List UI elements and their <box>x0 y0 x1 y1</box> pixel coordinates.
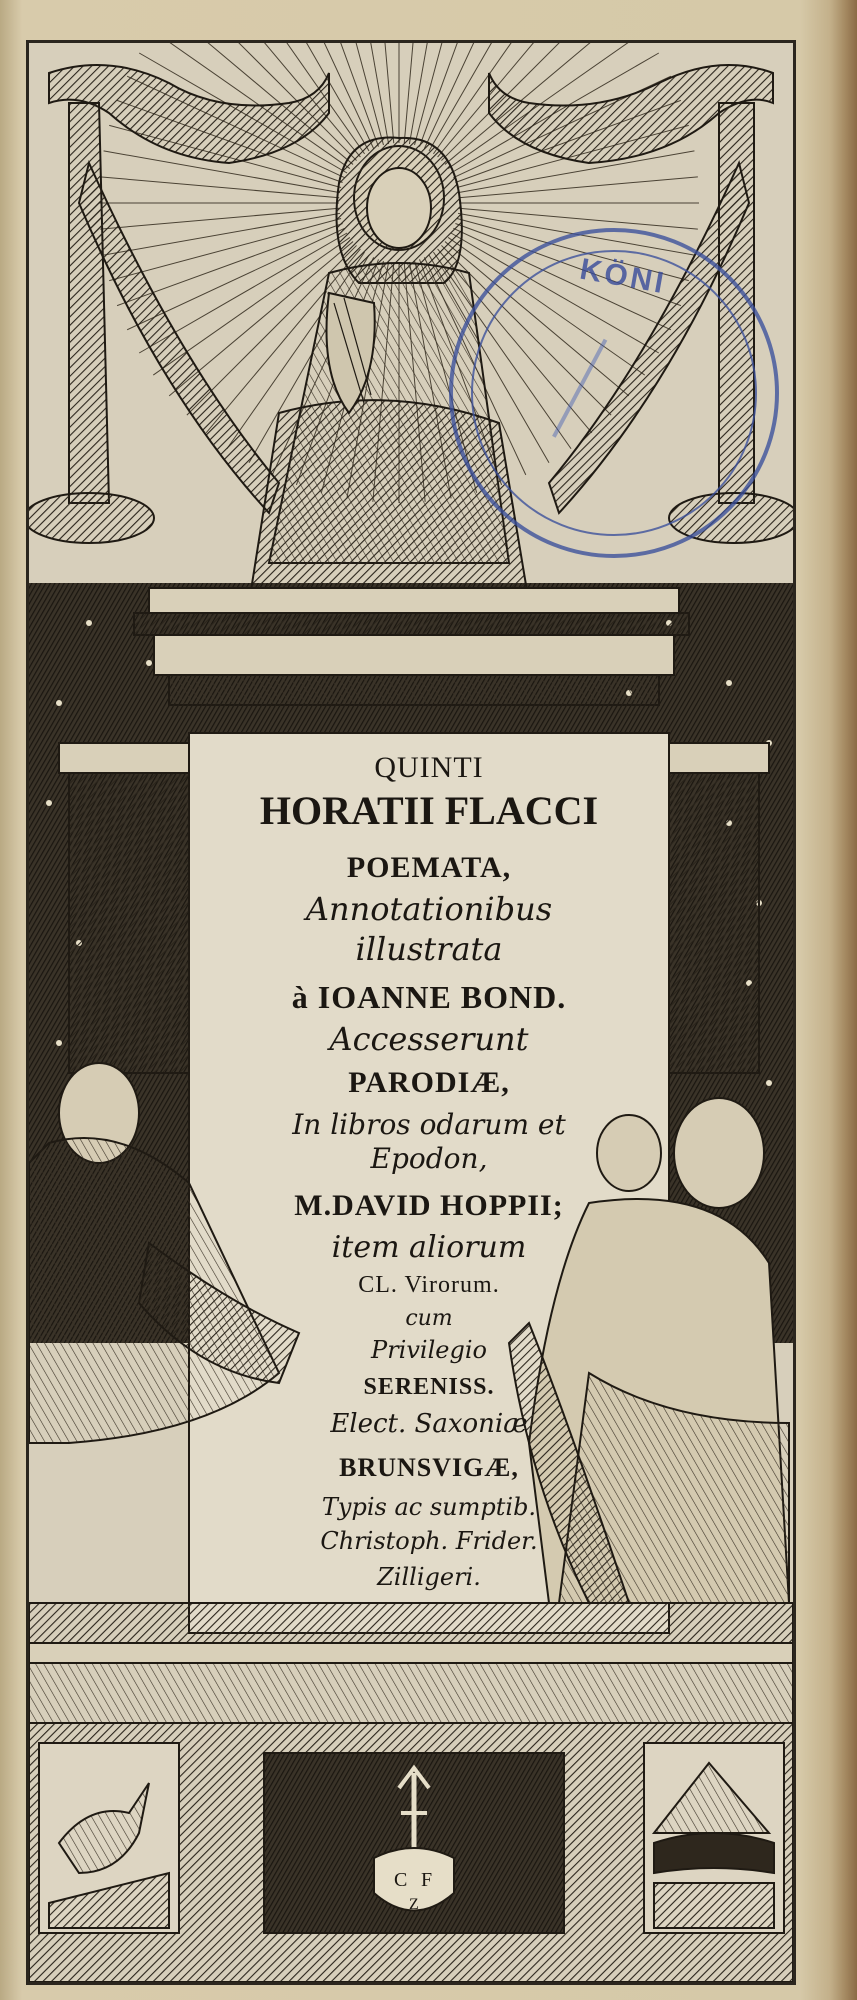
ray <box>347 43 389 144</box>
star <box>146 660 152 666</box>
ray <box>459 177 698 198</box>
title-line-11: M.DAVID HOPPII; <box>294 1189 564 1222</box>
title-line-20: Christoph. Frider. <box>320 1527 538 1555</box>
ray <box>404 43 425 143</box>
title-line-9: In libros odarum et <box>292 1108 566 1141</box>
title-line-18: BRUNSVIGÆ, <box>339 1453 519 1482</box>
title-line-17: Elect. Saxoniæ <box>330 1409 528 1439</box>
title-line-7: Accesserunt <box>329 1020 529 1058</box>
ray <box>415 43 477 145</box>
ray <box>321 43 383 145</box>
title-line-19: Typis ac sumptib. <box>321 1493 537 1521</box>
landscape-panel <box>644 1743 784 1933</box>
title-line-8: PARODIÆ, <box>348 1066 510 1099</box>
ray <box>409 43 451 144</box>
star <box>86 620 92 626</box>
title-line-5: illustrata <box>355 930 503 968</box>
ray <box>459 208 698 229</box>
title-line-15: Privilegio <box>371 1336 487 1364</box>
ray <box>109 219 341 281</box>
title-line-2: HORATII FLACCI <box>259 788 599 833</box>
title-tablet <box>199 743 659 1623</box>
ray <box>100 177 339 198</box>
ray <box>100 208 339 229</box>
star <box>56 700 62 706</box>
monogram-left: C <box>394 1869 408 1891</box>
library-stamp <box>449 228 779 558</box>
title-line-21: Zilligeri. <box>377 1563 481 1591</box>
title-line-10: Epodon, <box>370 1142 488 1175</box>
star <box>726 680 732 686</box>
title-line-1: QUINTI <box>374 751 484 784</box>
title-line-13: CL. Virorum. <box>358 1272 500 1298</box>
title-line-6: à IOANNE BOND. <box>291 979 567 1015</box>
title-line-14: cum <box>405 1306 453 1331</box>
pedestal-cornice <box>134 588 689 705</box>
star <box>56 1040 62 1046</box>
monogram-right: F <box>421 1869 433 1891</box>
monogram-bottom: Z <box>409 1896 419 1913</box>
title-line-4: Annotationibus <box>305 890 553 928</box>
title-line-3: POEMATA, <box>346 851 512 884</box>
ray <box>104 213 340 255</box>
title-line-12: item aliorum <box>331 1230 527 1265</box>
star <box>46 800 52 806</box>
stamp-text: KÖNI <box>577 252 669 301</box>
star <box>766 1080 772 1086</box>
ray <box>373 43 394 143</box>
pegasus-panel <box>39 1743 179 1933</box>
title-line-16: SERENISS. <box>363 1374 495 1400</box>
engraved-frontispiece <box>26 40 796 1985</box>
